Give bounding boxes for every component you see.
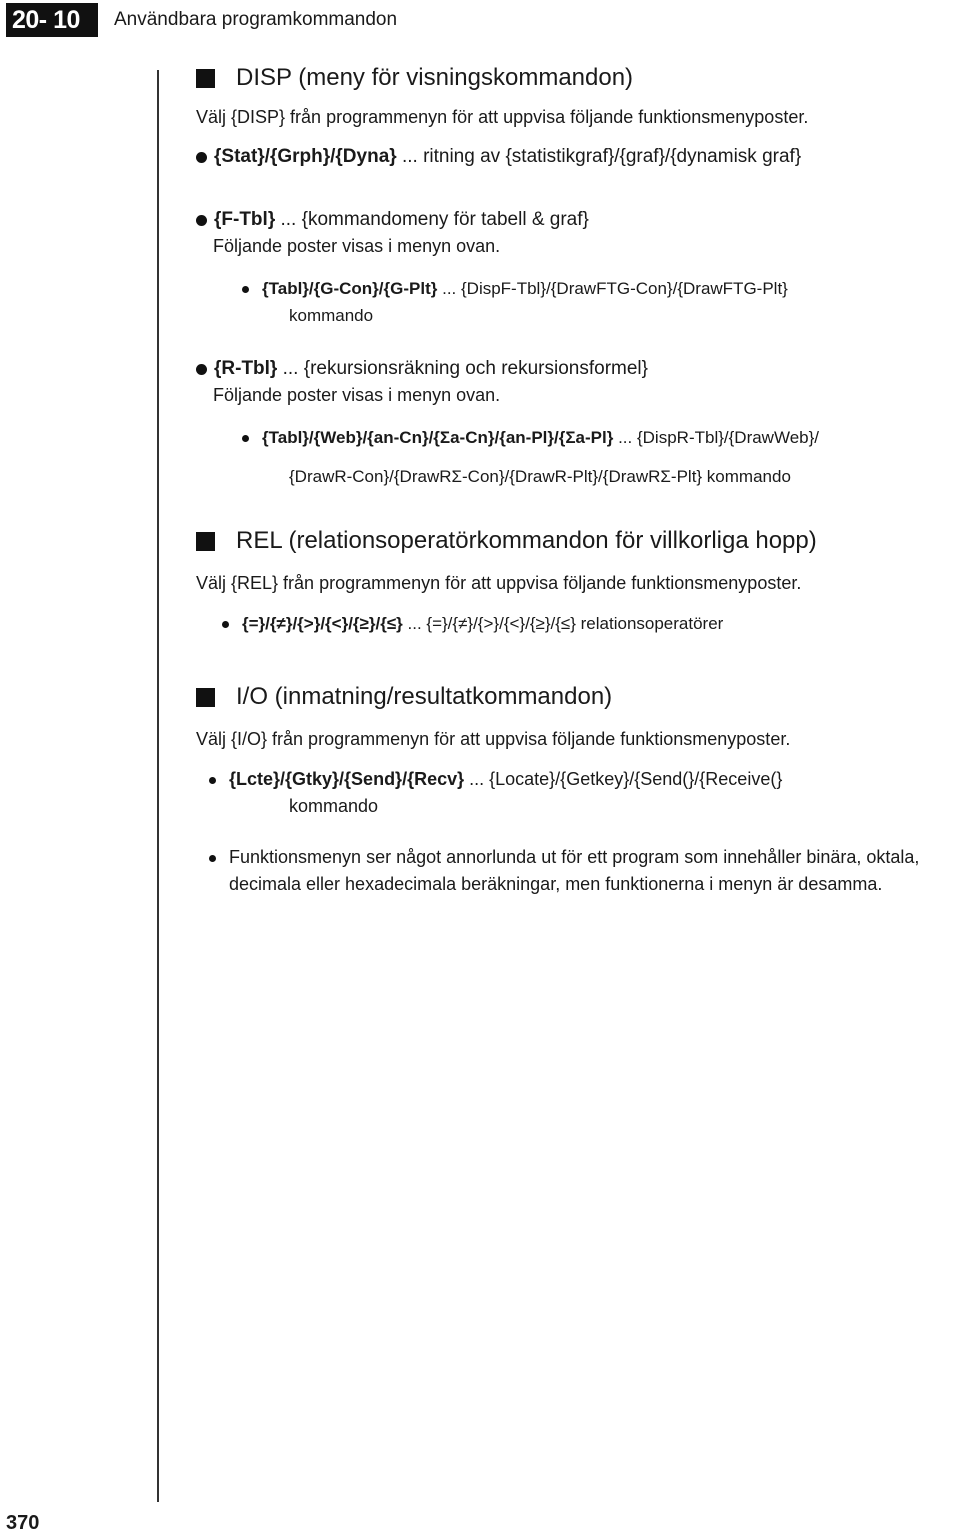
square-bullet-icon — [196, 688, 215, 707]
menu-keys: {Tabl}/{G-Con}/{G-Plt} — [262, 279, 438, 298]
sub-item-continuation: kommando — [289, 306, 374, 325]
bullet-icon — [242, 286, 249, 293]
sub-list-item — [242, 275, 956, 302]
menu-desc: ... {kommandomeny för tabell & graf} — [275, 209, 589, 230]
sub-item-text — [262, 275, 788, 302]
page-code: 20- 10 — [6, 3, 98, 37]
bullet-icon — [209, 777, 216, 784]
menu-keys: {Tabl}/{Web}/{an-Cn}/{Σa-Cn}/{an-Pl}/{Σa-Pl} — [262, 428, 614, 447]
section-disp — [196, 62, 956, 490]
sub-list-item — [242, 424, 956, 451]
list-item-text — [214, 206, 589, 233]
note-text: Funktionsmenyn ser något annorlunda ut för ett program som innehåller binära, oktala, decimala eller hexadecimala beräkningar, men funktionerna i menyn är desamma. — [229, 847, 920, 894]
section-heading — [196, 681, 956, 713]
section-heading-text: DISP (meny för visningskommandon) — [236, 64, 634, 91]
section-heading-text: I/O (inmatning/resultatkommandon) — [236, 683, 613, 710]
note-item — [209, 844, 956, 898]
list-item — [222, 610, 956, 637]
bullet-icon — [196, 215, 207, 226]
list-item-continuation: kommando — [289, 796, 379, 816]
bullet-icon — [222, 621, 229, 628]
page-number: 370 — [6, 1512, 40, 1534]
menu-keys: {=}/{≠}/{>}/{<}/{≥}/{≤} — [242, 614, 403, 633]
main-content — [196, 62, 956, 898]
square-bullet-icon — [196, 532, 215, 551]
section-intro: Välj {REL} från programmenyn för att uppvisa följande funktionsmenyposter. — [196, 573, 802, 593]
margin-rule — [157, 70, 159, 1502]
section-intro: Välj {DISP} från programmenyn för att uppvisa följande funktionsmenyposter. — [196, 107, 809, 127]
list-item-text — [214, 355, 648, 382]
list-item — [209, 766, 956, 793]
menu-desc: ... {rekursionsräkning och rekursionsformel} — [277, 358, 648, 379]
bullet-icon — [209, 855, 216, 862]
bullet-icon — [196, 152, 207, 163]
section-heading — [196, 62, 956, 94]
section-io — [196, 681, 956, 898]
menu-desc: ... ritning av {statistikgraf}/{graf}/{dynamisk graf} — [396, 146, 802, 167]
list-item-text — [214, 143, 801, 170]
list-item — [196, 206, 956, 233]
menu-keys: {Stat}/{Grph}/{Dyna} — [214, 146, 397, 167]
bullet-icon — [196, 364, 207, 375]
menu-desc: ... {DispR-Tbl}/{DrawWeb}/ — [613, 428, 820, 447]
section-intro: Välj {I/O} från programmenyn för att uppvisa följande funktionsmenyposter. — [196, 729, 791, 749]
list-item — [196, 143, 956, 170]
list-item-text — [242, 610, 723, 637]
list-item-text — [229, 766, 782, 793]
page-title: Användbara programkommandon — [114, 9, 398, 30]
sub-item-text — [262, 424, 819, 451]
square-bullet-icon — [196, 69, 215, 88]
menu-keys: {Lcte}/{Gtky}/{Send}/{Recv} — [229, 769, 465, 789]
menu-desc: ... {=}/{≠}/{>}/{<}/{≥}/{≤} relationsoperatörer — [402, 614, 724, 633]
bullet-icon — [242, 435, 249, 442]
list-note: Följande poster visas i menyn ovan. — [213, 385, 501, 405]
page-header — [6, 3, 397, 37]
menu-desc: ... {DispF-Tbl}/{DrawFTG-Con}/{DrawFTG-Plt} — [437, 279, 788, 298]
menu-desc: ... {Locate}/{Getkey}/{Send(}/{Receive(} — [464, 769, 783, 789]
menu-keys: {R-Tbl} — [214, 358, 278, 379]
list-note: Följande poster visas i menyn ovan. — [213, 236, 501, 256]
section-heading — [196, 525, 956, 557]
sub-item-continuation: {DrawR-Con}/{DrawRΣ-Con}/{DrawR-Plt}/{DrawRΣ-Plt} kommando — [289, 467, 791, 486]
menu-keys: {F-Tbl} — [214, 209, 276, 230]
list-item — [196, 355, 956, 382]
section-heading-text: REL (relationsoperatörkommandon för villkorliga hopp) — [236, 527, 817, 554]
section-rel — [196, 525, 956, 637]
